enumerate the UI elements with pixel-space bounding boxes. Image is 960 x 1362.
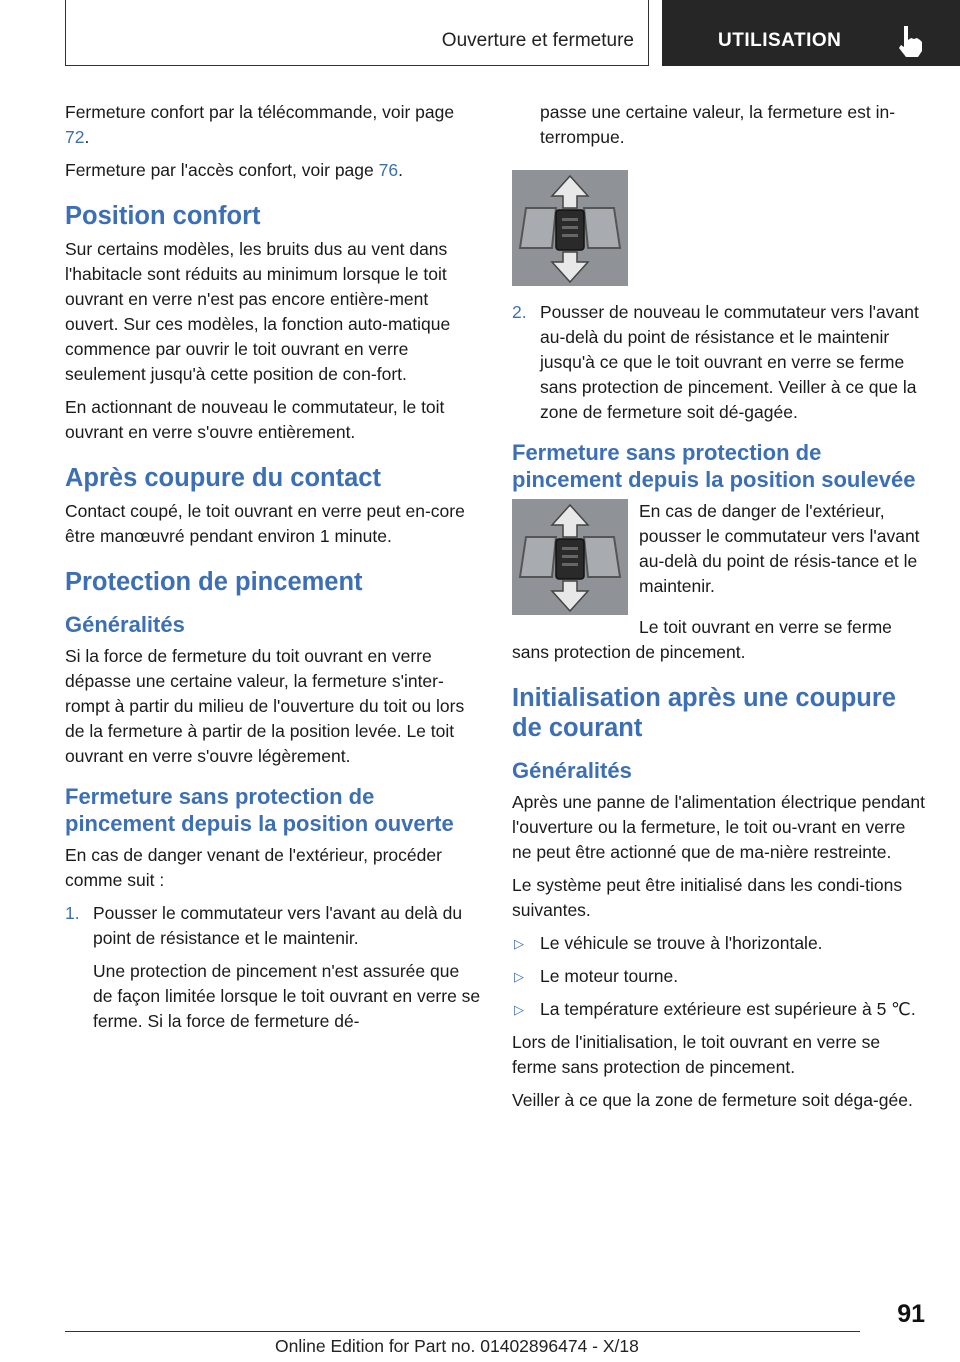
heading-generalites: Généralités — [65, 612, 185, 637]
paragraph-apres-coupure: Contact coupé, le toit ouvrant en verre peut en-core être manœuvré pendant environ 1 minute. — [65, 501, 465, 546]
paragraph-init-2: Le système peut être initialisé dans les condi-tions suivantes. — [512, 875, 903, 920]
page-link-76[interactable]: 76 — [378, 160, 399, 180]
paragraph-init-3: Lors de l'initialisation, le toit ouvrant en verre se ferme sans protection de pincement. — [512, 1032, 881, 1077]
header-section-box — [65, 0, 649, 66]
triangle-bullet-icon: ▷ — [514, 969, 524, 984]
step-text: Pousser le commutateur vers l'avant au delà du point de résistance et le maintenir. — [93, 903, 463, 948]
list-item: ▷ Le véhicule se trouve à l'horizontale. — [512, 931, 928, 956]
chapter-tab — [662, 0, 960, 66]
chapter-tab-label: UTILISATION — [718, 30, 842, 51]
paragraph-soulevee-1: En cas de danger de l'extérieur, pousser le commutateur vers l'avant au-delà du point de résis-tance et le maintenir. — [639, 501, 920, 596]
list-item: ▷ Le moteur tourne. — [512, 964, 928, 989]
heading-generalites-init: Généralités — [512, 758, 632, 783]
section-title: Ouverture et fermeture — [441, 30, 634, 51]
page-link-72[interactable]: 72 — [65, 127, 85, 147]
right-column — [512, 100, 928, 1121]
step-1-continuation: passe une certaine valeur, la fermeture est in-terrompue. — [540, 102, 896, 147]
intro-paragraph-2: Fermeture par l'accès confort, voir page 76. — [65, 160, 403, 180]
paragraph-init-1: Après une panne de l'alimentation électrique pendant l'ouverture ou la fermeture, le toit ou-vrant en verre ne peut être actionné que de ma-nière restreinte. — [512, 792, 925, 862]
switch-illustration — [512, 170, 628, 286]
paragraph-soulevee-2: Le toit ouvrant en verre se ferme sans protection de pincement. — [512, 617, 892, 662]
step-subtext: Une protection de pincement n'est assurée que de façon limitée lorsque le toit ouvrant en verre se ferme. Si la force de fermeture dé- — [93, 961, 481, 1031]
paragraph-init-4: Veiller à ce que la zone de fermeture soit déga-gée. — [512, 1090, 913, 1110]
switch-illustration — [512, 499, 628, 615]
heading-position-confort: Position confort — [65, 202, 261, 230]
footer-divider — [65, 1331, 860, 1332]
step-text: Pousser de nouveau le commutateur vers l'avant au-delà du point de résistance et le maintenir jusqu'à ce que le toit ouvrant en verre se ferme sans protection de pincement. Veiller à ce que la zone de fermeture soit dé-gagée. — [540, 302, 919, 422]
heading-apres-coupure: Après coupure du contact — [65, 464, 381, 492]
paragraph-generalites: Si la force de fermeture du toit ouvrant en verre dépasse une certaine valeur, la fermeture s'inter-rompt à partir du milieu de l'ouverture du toit ou lors de la fermeture à partir de la position levée. Le toit ouvrant en verre s'ouvre légèrement. — [65, 646, 465, 766]
step-number: 1. — [65, 903, 80, 923]
pointing-hand-icon — [895, 24, 925, 58]
triangle-bullet-icon: ▷ — [514, 1002, 524, 1017]
heading-fermeture-sans-protection-ouverte: Fermeture sans protection de pincement depuis la position ouverte — [65, 784, 454, 836]
roof-switch-icon — [512, 170, 628, 286]
heading-protection-pincement: Protection de pincement — [65, 568, 363, 596]
paragraph-position-1: Sur certains modèles, les bruits dus au vent dans l'habitacle sont réduits au minimum lorsque le toit ouvrant en verre n'est pas encore entière-ment ouvert. Sur ces modèles, la fonction auto-matique commence par ouvrir le toit ouvrant en verre seulement jusqu'à cette position de con-fort. — [65, 239, 451, 384]
paragraph-danger: En cas de danger venant de l'extérieur, procéder comme suit : — [65, 845, 442, 890]
step-1 — [65, 901, 481, 1034]
triangle-bullet-icon: ▷ — [514, 936, 524, 951]
paragraph-position-2: En actionnant de nouveau le commutateur, le toit ouvrant en verre s'ouvre entièrement. — [65, 397, 445, 442]
heading-initialisation: Initialisation après une coupure de courant — [512, 684, 896, 742]
soulevee-block — [512, 499, 928, 615]
intro-paragraph-1: Fermeture confort par la télécommande, voir page 72. — [65, 102, 455, 147]
step-number: 2. — [512, 302, 527, 322]
list-item: ▷ La température extérieure est supérieure à 5 ℃. — [512, 997, 928, 1022]
edition-footer: Online Edition for Part no. 01402896474 - X/18 — [275, 1336, 639, 1356]
heading-fermeture-sans-protection-soulevee: Fermeture sans protection de pincement depuis la position soulevée — [512, 440, 916, 492]
roof-switch-icon — [512, 499, 628, 615]
step-2 — [512, 300, 928, 425]
page-number: 91 — [897, 1300, 925, 1328]
left-column — [65, 100, 481, 1042]
